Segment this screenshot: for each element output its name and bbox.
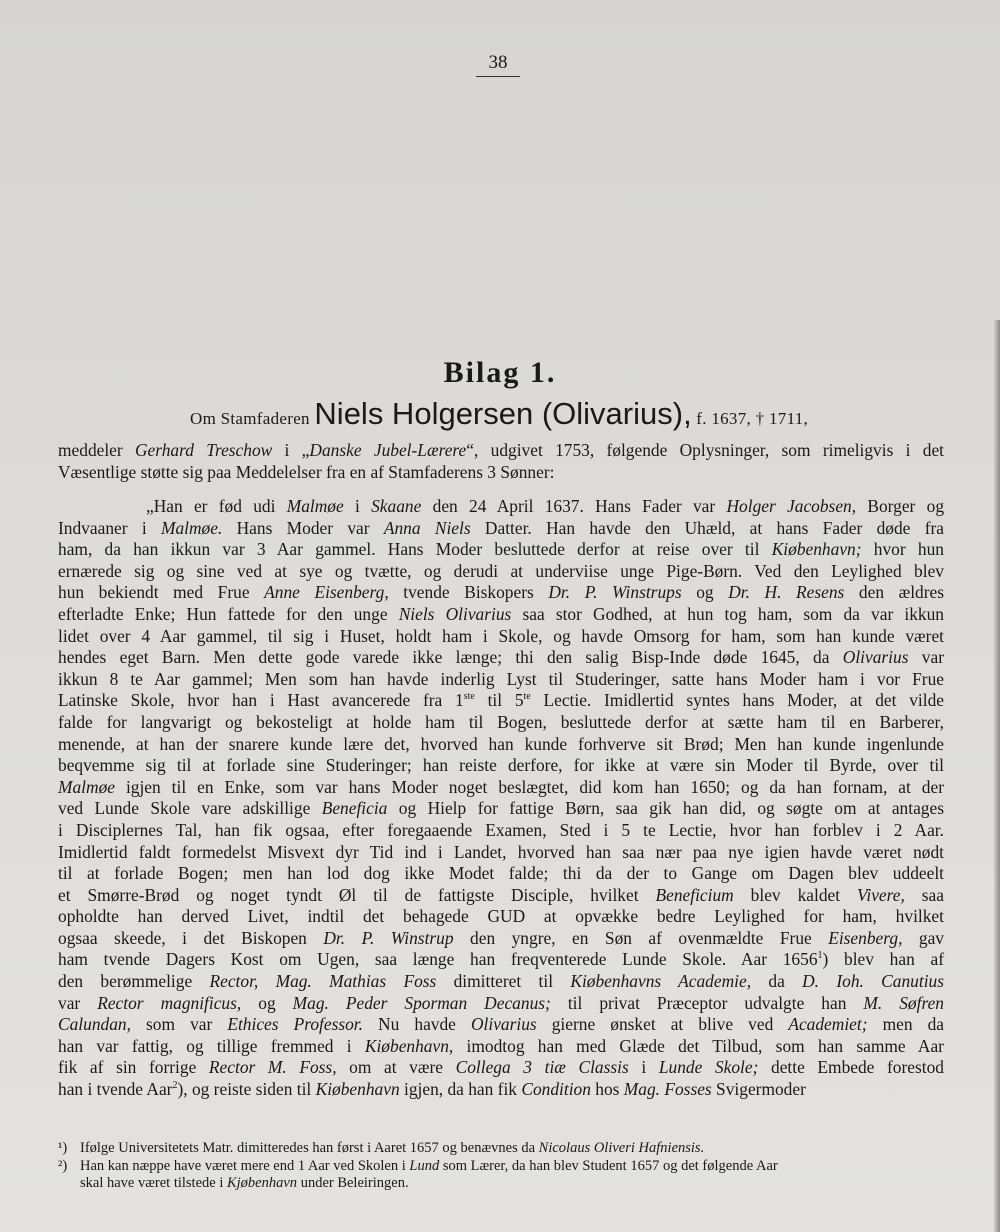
paragraph-quote [58, 496, 944, 1101]
text-line: ikkun 8 te Aar gammel; Men som han havde inderlig Lyst til Studeringer, satte hans Moder ham i vor Frue [58, 668, 944, 689]
text-line: Latinske Skole, hvor han i Hast avancerede fra 1ste til $5^{te}$ Lectie. Imidlertid syntes hans Moder, at det vilde [58, 690, 944, 711]
footnote-mark: ¹) [58, 1140, 68, 1156]
text-line: Væsentlige støtte sig paa Meddelelser fra en af Stamfaderens 3 Sønner: [58, 462, 555, 482]
italic-text: Academiet; [788, 1014, 868, 1035]
italic-text: M. Søfren [863, 992, 944, 1013]
italic-text: Holger Jacobsen, [726, 496, 857, 516]
italic-text: Rector magnificus, [97, 992, 242, 1013]
italic-text: Kjøbenhavn [226, 1175, 298, 1191]
text-line: „Han er fød udi Malmøe i Skaane den 24 April 1637. Hans Fader var Holger Jacobsen, Borger og [146, 496, 945, 516]
italic-text: Rector, Mag. Mathias Foss [209, 971, 437, 992]
text-line: ernærede sig og sine ved at sye og tvætte, og derudi at underviise unge Pige-Børn. Ved den Leylighed blev [58, 560, 944, 581]
italic-text: Kiøbenhavns Academie, [570, 971, 752, 992]
text-line: ham, da han ikkun var 3 Aar gammel. Hans Moder besluttede derfor at reise over til Kiøbenhavn; hvor hun [58, 539, 944, 560]
italic-text: Dr. P. Winstrups [548, 582, 682, 603]
italic-text: Malmøe [286, 496, 344, 516]
italic-text: Collega 3 tiæ Classis [455, 1057, 629, 1078]
text-line: ham tvende Dagers Kost om Ugen, saa længe han freqventerede Lunde Skole. Aar 1656$^1$) blev han af [58, 949, 944, 970]
text-line: opholdte han derved Livet, indtil det behagede GUD at opvække bedre Leylighed for ham, hvilket [58, 906, 944, 927]
page-edge-shadow [994, 320, 1000, 1232]
footnote-line: ¹) Ifølge Universitetets Matr. dimitteredes han først i Aaret 1657 og benævnes da Nicolaus Oliveri Hafniensis. [58, 1140, 705, 1156]
footnote-2 [58, 1158, 944, 1192]
italic-text: Rector M. Foss, [208, 1057, 337, 1078]
text-line: efterladte Enke; Hun fattede for den unge Niels Olivarius saa stor Godhed, at hun tog ham, som da var ikkun [58, 603, 945, 624]
appendix-title: Bilag 1. [443, 356, 557, 389]
italic-text: Anne Eisenberg, [264, 582, 389, 603]
italic-text: Gerhard Treschow [135, 440, 273, 460]
italic-text: Dr. H. Resens [728, 582, 845, 603]
italic-text: Kiøbenhavn, [364, 1035, 454, 1056]
text-line: falde for langvarigt og bekosteligt at holde ham til Bogen, besluttede derfor at sætte ham til en Barberer, [58, 711, 944, 732]
text-line: i Disciplernes Tal, han fik ogsaa, efter foregaaende Examen, Sted i 5 te Lectie, hvor han forblev i 2 Aar. [58, 819, 944, 840]
intro-name: Niels Holgersen (Olivarius), [314, 396, 692, 431]
italic-text: Mag. Fosses [623, 1079, 712, 1100]
italic-text: Anna Niels [383, 517, 471, 538]
footnote-1 [58, 1140, 944, 1157]
text-line: lidet over 4 Aar gammel, til sig i Huset, holdt ham i Skole, og havde Omsorg for ham, som han kunde været [58, 625, 944, 646]
text-line: beqvemme sig til at forlade sine Studeringer; han reiste derfore, for ikke at være sin Moder til Byrde, over til [58, 755, 944, 776]
superscript: ste [463, 691, 475, 703]
italic-text: Condition [521, 1079, 591, 1100]
italic-text: Beneficium [655, 884, 734, 905]
text-line: hendes eget Barn. Men dette gode varede ikke længe; thi den salig Bisp-Inde døde 1645, da Olivarius var [58, 647, 944, 668]
footnote-mark: ²) [58, 1158, 68, 1174]
page-number: 38 [488, 52, 508, 73]
footnote-line: ²) Han kan næppe have været mere end 1 Aar ved Skolen i Lund som Lærer, da han blev Student 1657 og det følgende Aar [58, 1158, 778, 1174]
page-number-rule [476, 76, 520, 77]
text-line: han var fattig, og tillige fremmed i Kiøbenhavn, imodtog han med Glæde det Tilbud, som han samme Aar [58, 1035, 944, 1056]
text-line: Calundan, som var Ethices Professor. Nu havde Olivarius gierne ønsket at blive ved Academiet; men da [58, 1014, 944, 1035]
italic-text: Mag. Peder Sporman Decanus; [292, 992, 551, 1013]
italic-text: Calundan, [58, 1014, 131, 1035]
text-line: et Smørre-Brød og noget tyndt Øl til de fattigste Disciple, hvilket Beneficium blev kaldet Vivere, saa [58, 884, 944, 905]
italic-text: Dr. P. Winstrup [323, 927, 454, 948]
text-line: til at forlade Bogen; men han lod dog ikke Modet falde; thi da der to Gange om Dagen blev uddeelt [58, 863, 944, 884]
superscript: 2 [172, 1080, 178, 1092]
paragraph-intro [58, 439, 944, 483]
text-line: ogsaa skeede, i det Biskopen Dr. P. Winstrup den yngre, en Søn af ovenmældte Frue Eisenberg, gav [58, 927, 944, 948]
italic-text: Kiøbenhavn [315, 1079, 400, 1100]
footnote-line: skal have været tilstede i Kjøbenhavn under Beleiringen. [80, 1175, 409, 1191]
text-line: Indvaaner i Malmøe. Hans Moder var Anna Niels Datter. Han havde den Uhæld, at hans Fader døde fra [58, 517, 944, 538]
italic-text: Olivarius [470, 1014, 537, 1035]
text-line: hun bekiendt med Frue Anne Eisenberg, tvende Biskopers Dr. P. Winstrups og Dr. H. Resens den ældres [58, 582, 945, 603]
italic-text: Malmøe. [160, 517, 223, 538]
text-line: ved Lunde Skole vare adskillige Beneficia og Hielp for fattige Børn, saa gik han did, og søgte om at antages [58, 798, 944, 819]
text-line: Imidlertid faldt formedelst Misvext dyr Tid ind i Landet, hvorved han saa nær paa nye igien havde været nødt [58, 841, 944, 862]
italic-text: Skaane [371, 496, 422, 516]
italic-text: Lunde Skole; [658, 1057, 759, 1078]
text-line: meddeler Gerhard Treschow i „Danske Jubel-Lærere“, udgivet 1753, følgende Oplysninger, som rimeligvis i det [58, 440, 945, 460]
superscript: te [523, 691, 531, 703]
italic-text: D. Ioh. Canutius [802, 971, 944, 992]
text-line: han i tvende Aar$^2$), og reiste siden til Kiøbenhavn igjen, da han fik Condition hos Mag. Fosses Svigermoder [58, 1079, 806, 1100]
italic-text: Malmøe [58, 776, 115, 797]
italic-text: Niels Olivarius [398, 603, 512, 624]
text-line: var Rector magnificus, og Mag. Peder Sporman Decanus; til privat Præceptor udvalgte han M. Søfren [58, 992, 944, 1013]
italic-text: Danske Jubel-Lærere [309, 440, 467, 460]
text-line: Malmøe igjen til en Enke, som var hans Moder noget beslægtet, did kom han 1650; og da han fornam, at der [58, 776, 944, 797]
text-line: menende, at han der snarere kunde lære det, hvorved han kunde forhverve sit Brød; Men han kunde ingenlunde [58, 733, 944, 754]
italic-text: Vivere, [857, 884, 905, 905]
italic-text: Ethices Professor. [227, 1014, 363, 1035]
intro-pre: Om Stamfaderen [190, 409, 310, 428]
italic-text: Lund [409, 1158, 440, 1174]
intro-line [190, 396, 808, 432]
intro-post: f. 1637, † 1711, [696, 409, 809, 428]
italic-text: Nicolaus Oliveri Hafniensis. [538, 1140, 705, 1156]
text-line: fik af sin forrige Rector M. Foss, om at være Collega 3 tiæ Classis i Lunde Skole; dette Embede forestod [58, 1057, 945, 1078]
superscript: 1 [817, 950, 823, 962]
italic-text: Kiøbenhavn; [771, 539, 862, 560]
italic-text: Olivarius [842, 647, 909, 668]
italic-text: Eisenberg, [828, 927, 903, 948]
italic-text: Beneficia [321, 798, 388, 819]
text-line: den berømmelige Rector, Mag. Mathias Foss dimitteret til Kiøbenhavns Academie, da D. Ioh. Canutius [58, 971, 944, 992]
